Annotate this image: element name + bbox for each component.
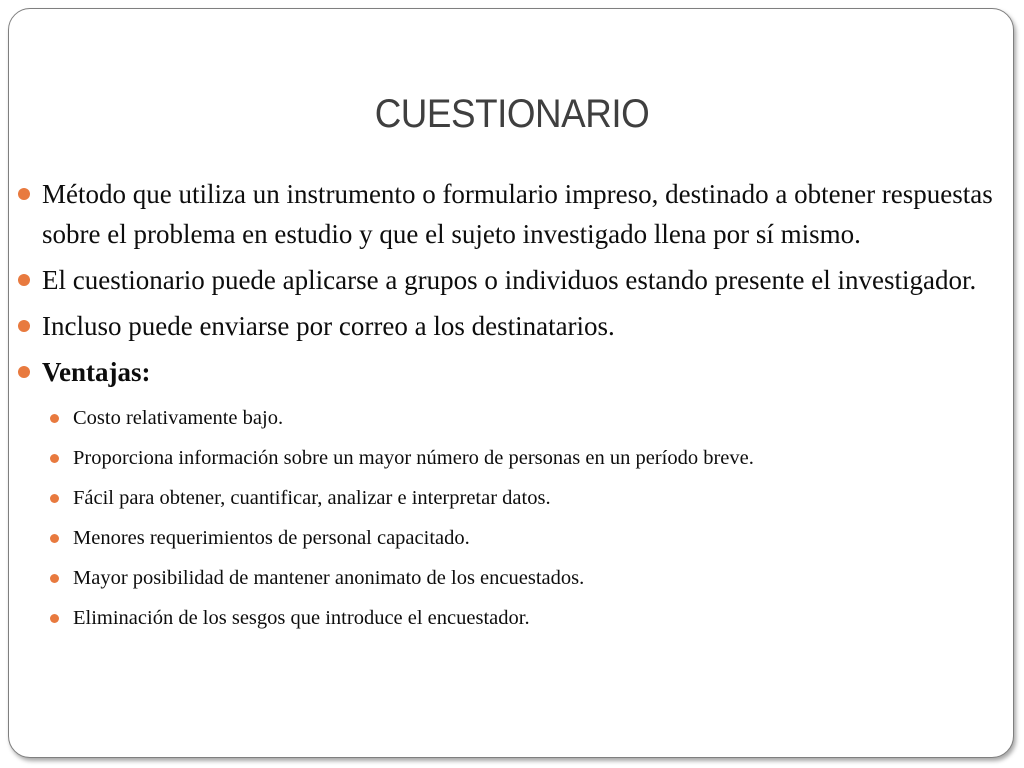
bullet-dot-icon	[18, 366, 30, 378]
ventaja-item	[18, 558, 998, 598]
bullet-item	[18, 306, 998, 346]
sub-bullet-dot-icon	[50, 414, 59, 423]
ventaja-item	[18, 518, 998, 558]
ventajas-list	[18, 398, 998, 638]
bullet-text: Método que utiliza un instrumento o formulario impreso, destinado a obtener respuestas sobre el problema en estudio y que el sujeto investigado llena por sí mismo.	[42, 179, 993, 249]
sub-bullet-dot-icon	[50, 494, 59, 503]
ventaja-text: Mayor posibilidad de mantener anonimato de los encuestados.	[73, 567, 585, 589]
ventaja-text: Menores requerimientos de personal capacitado.	[73, 527, 470, 549]
bullet-item	[18, 174, 998, 254]
ventajas-heading-item	[18, 352, 998, 392]
ventajas-heading: Ventajas:	[42, 357, 151, 387]
ventaja-item	[18, 598, 998, 638]
ventaja-text: Proporciona información sobre un mayor número de personas en un período breve.	[73, 447, 754, 469]
slide-title: CUESTIONARIO	[374, 92, 650, 136]
ventaja-item	[18, 478, 998, 518]
bullet-dot-icon	[18, 274, 30, 286]
bullet-text: Incluso puede enviarse por correo a los destinatarios.	[42, 311, 615, 341]
ventaja-text: Fácil para obtener, cuantificar, analizar e interpretar datos.	[73, 487, 551, 509]
bullet-dot-icon	[18, 188, 30, 200]
ventaja-item	[18, 398, 998, 438]
bullet-text: El cuestionario puede aplicarse a grupos o individuos estando presente el investigador.	[42, 265, 977, 295]
sub-bullet-dot-icon	[50, 534, 59, 543]
sub-bullet-dot-icon	[50, 454, 59, 463]
bullet-dot-icon	[18, 320, 30, 332]
sub-bullet-dot-icon	[50, 614, 59, 623]
slide-content	[18, 174, 998, 638]
sub-bullet-dot-icon	[50, 574, 59, 583]
ventaja-item	[18, 438, 998, 478]
ventaja-text: Eliminación de los sesgos que introduce el encuestador.	[73, 607, 530, 629]
bullet-item	[18, 260, 998, 300]
ventaja-text: Costo relativamente bajo.	[73, 407, 284, 429]
